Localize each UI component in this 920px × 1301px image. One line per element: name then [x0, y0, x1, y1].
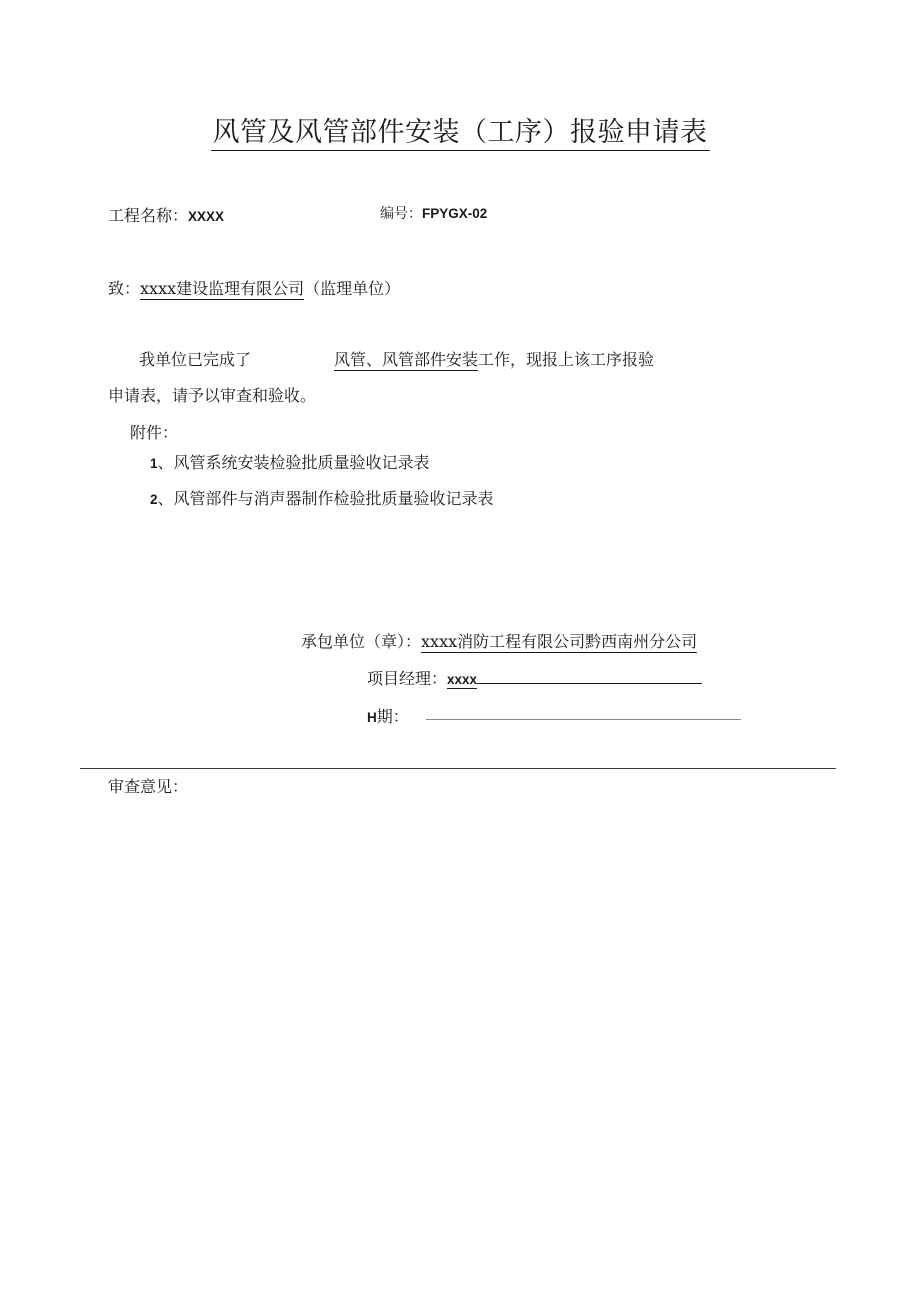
- project-name-label: 工程名称：: [108, 206, 189, 225]
- recipient-company: xxxx建设监理有限公司: [140, 279, 305, 298]
- contractor-value: xxxx消防工程有限公司黔西南州分公司: [421, 632, 698, 651]
- review-label-text: 审查意见：: [108, 777, 189, 796]
- date-blank: [426, 705, 741, 720]
- attachment-num: 2: [150, 492, 158, 507]
- attachment-sep: 、: [157, 453, 174, 472]
- manager-label: 项目经理：: [367, 669, 448, 688]
- project-number-value: FPYGX-02: [422, 206, 488, 221]
- contractor-line: [301, 629, 697, 652]
- attachment-text: 风管部件与消声器制作检验批质量验收记录表: [173, 489, 494, 508]
- attachment-num: 1: [150, 456, 158, 471]
- contractor-label: 承包单位（章）：: [301, 632, 422, 651]
- page-title: [0, 116, 920, 151]
- body-line-1-rest: [334, 347, 654, 370]
- date-label-rest: 期：: [376, 707, 409, 726]
- body-line-1-prefix: [139, 347, 251, 370]
- attachment-sep: 、: [157, 489, 174, 508]
- manager-line: [367, 666, 702, 689]
- work-item: 风管、风管部件安装: [334, 350, 479, 369]
- title-text: 风管及风管部件安装（工序）报验申请表: [211, 116, 710, 151]
- recipient-suffix: （监理单位）: [304, 279, 401, 298]
- date-label-h: H: [367, 710, 377, 725]
- attachment-item: [150, 450, 430, 473]
- attachments-label-text: 附件：: [130, 423, 179, 442]
- recipient-prefix: 致：: [108, 279, 141, 298]
- manager-value: xxxx: [447, 672, 478, 687]
- review-label: [108, 774, 188, 797]
- attachment-item: [150, 486, 494, 509]
- project-number-row: [380, 203, 487, 223]
- section-divider: [80, 768, 836, 769]
- attachment-text: 风管系统安装检验批质量验收记录表: [173, 453, 430, 472]
- date-line: [367, 704, 409, 727]
- body-suffix: 工作，现报上该工序报验: [478, 350, 655, 369]
- project-name-value: XXXX: [188, 209, 225, 224]
- recipient-line: [108, 276, 400, 299]
- manager-signature-blank: [477, 669, 702, 684]
- body-line-2: [108, 383, 316, 406]
- project-number-label: 编号：: [380, 206, 422, 222]
- project-name-row: [108, 203, 224, 226]
- body-prefix: 我单位已完成了: [139, 350, 252, 369]
- body-line-2-text: 申请表，请予以审查和验收。: [108, 386, 317, 405]
- attachments-label: [130, 420, 178, 443]
